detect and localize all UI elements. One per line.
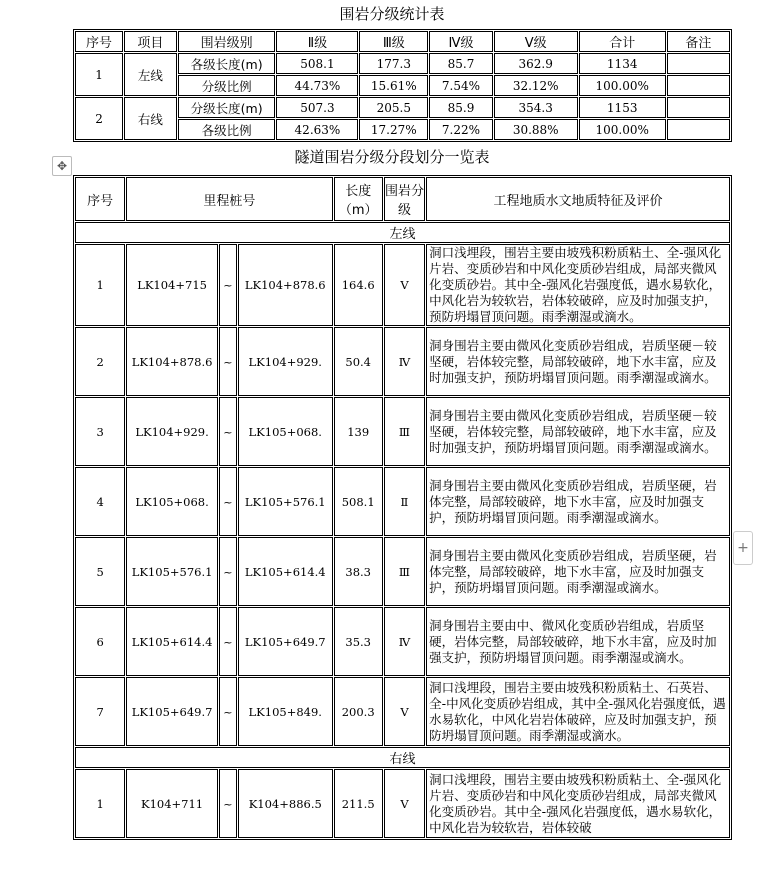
station-to: LK104+878.6 bbox=[238, 244, 333, 326]
segment-row bbox=[75, 467, 730, 536]
segment-length: 211.5 bbox=[334, 769, 383, 838]
segment-row bbox=[75, 537, 730, 606]
stats-row bbox=[75, 53, 730, 74]
rock-grade: Ⅱ bbox=[384, 467, 425, 536]
stats-header-row bbox=[75, 31, 730, 52]
station-from: LK105+576.1 bbox=[126, 537, 218, 606]
header-station: 里程桩号 bbox=[126, 177, 332, 221]
segment-number: 2 bbox=[75, 327, 125, 396]
value-cell: 7.22% bbox=[429, 119, 493, 140]
header-cell: 围岩级别 bbox=[178, 31, 276, 52]
header-length: 长度（m） bbox=[334, 177, 383, 221]
geology-description: 洞口浅埋段，围岩主要由坡残积粉质粘土、全-强风化片岩、变质砂岩和中风化变质砂岩组成，局部夹微风化变质砂岩。其中全-强风化岩强度低，遇水易软化，中风化岩为较软岩，岩体较破 bbox=[426, 769, 730, 838]
remark-cell bbox=[667, 53, 730, 74]
segment-row bbox=[75, 397, 730, 466]
stats-row bbox=[75, 97, 730, 118]
station-separator: ~ bbox=[219, 607, 237, 676]
station-separator: ~ bbox=[219, 677, 237, 746]
segment-row bbox=[75, 244, 730, 326]
group-number: 1 bbox=[75, 53, 123, 96]
segment-length: 200.3 bbox=[334, 677, 383, 746]
station-separator: ~ bbox=[219, 769, 237, 838]
segments-body bbox=[75, 222, 730, 838]
rock-grade: Ⅲ bbox=[384, 537, 425, 606]
header-cell: 备注 bbox=[667, 31, 730, 52]
station-separator: ~ bbox=[219, 244, 237, 326]
station-separator: ~ bbox=[219, 537, 237, 606]
group-number: 2 bbox=[75, 97, 123, 140]
station-from: LK105+068. bbox=[126, 467, 218, 536]
segment-row bbox=[75, 607, 730, 676]
header-no: 序号 bbox=[75, 177, 125, 221]
segment-number: 1 bbox=[75, 244, 125, 326]
row-label: 各级比例 bbox=[178, 119, 276, 140]
segment-length: 50.4 bbox=[334, 327, 383, 396]
value-cell: 354.3 bbox=[494, 97, 578, 118]
segment-number: 7 bbox=[75, 677, 125, 746]
value-cell: 85.9 bbox=[429, 97, 493, 118]
header-cell: 合计 bbox=[579, 31, 666, 52]
geology-description: 洞身围岩主要由微风化变质砂岩组成，岩质坚硬，岩体完整，局部较破碎，地下水丰富，应及时加强支护，预防坍塌冒顶问题。雨季潮湿或滴水。 bbox=[426, 537, 730, 606]
segment-number: 5 bbox=[75, 537, 125, 606]
value-cell: 100.00% bbox=[579, 119, 666, 140]
segments-header-row bbox=[75, 177, 730, 221]
row-label: 分级长度(m) bbox=[178, 97, 276, 118]
segments-table bbox=[73, 175, 732, 840]
station-from: LK105+649.7 bbox=[126, 677, 218, 746]
header-cell: Ⅲ级 bbox=[359, 31, 428, 52]
header-desc: 工程地质水文地质特征及评价 bbox=[426, 177, 730, 221]
station-to: LK104+929. bbox=[238, 327, 333, 396]
segment-number: 3 bbox=[75, 397, 125, 466]
station-from: LK104+929. bbox=[126, 397, 218, 466]
row-label: 各级长度(m) bbox=[178, 53, 276, 74]
rock-grade: Ⅳ bbox=[384, 607, 425, 676]
section-label: 左线 bbox=[75, 222, 730, 243]
remark-cell bbox=[667, 75, 730, 96]
group-line: 左线 bbox=[124, 53, 177, 96]
rock-grade: Ⅳ bbox=[384, 327, 425, 396]
value-cell: 32.12% bbox=[494, 75, 578, 96]
header-cell: Ⅳ级 bbox=[429, 31, 493, 52]
geology-description: 洞口浅埋段，围岩主要由坡残积粉质粘土、全-强风化片岩、变质砂岩和中风化变质砂岩组成，局部夹微风化变质砂岩。其中全-强风化岩强度低，遇水易软化，中风化岩为较软岩，岩体较破碎，应及时加强支护，预防坍塌冒顶问题。雨季潮湿或滴水。 bbox=[426, 244, 730, 326]
section-row bbox=[75, 222, 730, 243]
header-cell: Ⅴ级 bbox=[494, 31, 578, 52]
station-to: LK105+649.7 bbox=[238, 607, 333, 676]
value-cell: 7.54% bbox=[429, 75, 493, 96]
station-from: LK104+878.6 bbox=[126, 327, 218, 396]
value-cell: 205.5 bbox=[359, 97, 428, 118]
rock-grade: Ⅴ bbox=[384, 244, 425, 326]
value-cell: 42.63% bbox=[276, 119, 358, 140]
value-cell: 177.3 bbox=[359, 53, 428, 74]
station-from: LK105+614.4 bbox=[126, 607, 218, 676]
geology-description: 洞身围岩主要由微风化变质砂岩组成，岩质坚硬，岩体完整，局部较破碎，地下水丰富，应及时加强支护，预防坍塌冒顶问题。雨季潮湿或滴水。 bbox=[426, 467, 730, 536]
section-row bbox=[75, 747, 730, 768]
geology-description: 洞口浅埋段，围岩主要由坡残积粉质粘土、石英岩、全-中风化变质砂岩组成，其中全-强风化岩强度低，遇水易软化，中风化岩岩体破碎，应及时加强支护，预防坍塌冒顶问题。雨季潮湿或滴水。 bbox=[426, 677, 730, 746]
value-cell: 30.88% bbox=[494, 119, 578, 140]
rock-grade: Ⅴ bbox=[384, 769, 425, 838]
rock-grade: Ⅴ bbox=[384, 677, 425, 746]
value-cell: 1134 bbox=[579, 53, 666, 74]
segment-length: 139 bbox=[334, 397, 383, 466]
geology-description: 洞身围岩主要由微风化变质砂岩组成，岩质坚硬－较坚硬，岩体较完整，局部较破碎，地下水丰富，应及时加强支护，预防坍塌冒顶问题。雨季潮湿或滴水。 bbox=[426, 327, 730, 396]
station-from: LK104+715 bbox=[126, 244, 218, 326]
segment-number: 6 bbox=[75, 607, 125, 676]
station-to: LK105+614.4 bbox=[238, 537, 333, 606]
value-cell: 100.00% bbox=[579, 75, 666, 96]
header-cell: 序号 bbox=[75, 31, 123, 52]
segment-row bbox=[75, 677, 730, 746]
segments-table-title: 隧道围岩分级分段划分一览表 bbox=[294, 148, 490, 166]
header-cell: Ⅱ级 bbox=[276, 31, 358, 52]
station-to: LK105+068. bbox=[238, 397, 333, 466]
rock-grade: Ⅲ bbox=[384, 397, 425, 466]
value-cell: 1153 bbox=[579, 97, 666, 118]
station-separator: ~ bbox=[219, 397, 237, 466]
value-cell: 17.27% bbox=[359, 119, 428, 140]
station-to: LK105+849. bbox=[238, 677, 333, 746]
grade-stats-table bbox=[73, 29, 732, 142]
station-to: LK105+576.1 bbox=[238, 467, 333, 536]
segment-number: 4 bbox=[75, 467, 125, 536]
geology-description: 洞身围岩主要由中、微风化变质砂岩组成，岩质坚硬，岩体完整，局部较破碎，地下水丰富，应及时加强支护，预防坍塌冒顶问题。雨季潮湿或滴水。 bbox=[426, 607, 730, 676]
remark-cell bbox=[667, 119, 730, 140]
segment-length: 164.6 bbox=[334, 244, 383, 326]
value-cell: 15.61% bbox=[359, 75, 428, 96]
station-separator: ~ bbox=[219, 327, 237, 396]
value-cell: 508.1 bbox=[276, 53, 358, 74]
move-handle-icon[interactable]: ✥ bbox=[52, 156, 72, 176]
remark-cell bbox=[667, 97, 730, 118]
value-cell: 85.7 bbox=[429, 53, 493, 74]
value-cell: 362.9 bbox=[494, 53, 578, 74]
segment-row bbox=[75, 327, 730, 396]
segment-row bbox=[75, 769, 730, 838]
header-grade: 围岩分级 bbox=[384, 177, 425, 221]
value-cell: 44.73% bbox=[276, 75, 358, 96]
segment-length: 38.3 bbox=[334, 537, 383, 606]
segment-number: 1 bbox=[75, 769, 125, 838]
segment-length: 35.3 bbox=[334, 607, 383, 676]
header-cell: 项目 bbox=[124, 31, 177, 52]
plus-icon[interactable]: + bbox=[733, 531, 753, 565]
station-separator: ~ bbox=[219, 467, 237, 536]
row-label: 分级比例 bbox=[178, 75, 276, 96]
section-label: 右线 bbox=[75, 747, 730, 768]
stats-table-title: 围岩分级统计表 bbox=[339, 5, 445, 23]
geology-description: 洞身围岩主要由微风化变质砂岩组成，岩质坚硬－较坚硬，岩体较完整，局部较破碎，地下水丰富，应及时加强支护，预防坍塌冒顶问题。雨季潮湿或滴水。 bbox=[426, 397, 730, 466]
station-to: K104+886.5 bbox=[238, 769, 333, 838]
station-from: K104+711 bbox=[126, 769, 218, 838]
group-line: 右线 bbox=[124, 97, 177, 140]
segment-length: 508.1 bbox=[334, 467, 383, 536]
value-cell: 507.3 bbox=[276, 97, 358, 118]
